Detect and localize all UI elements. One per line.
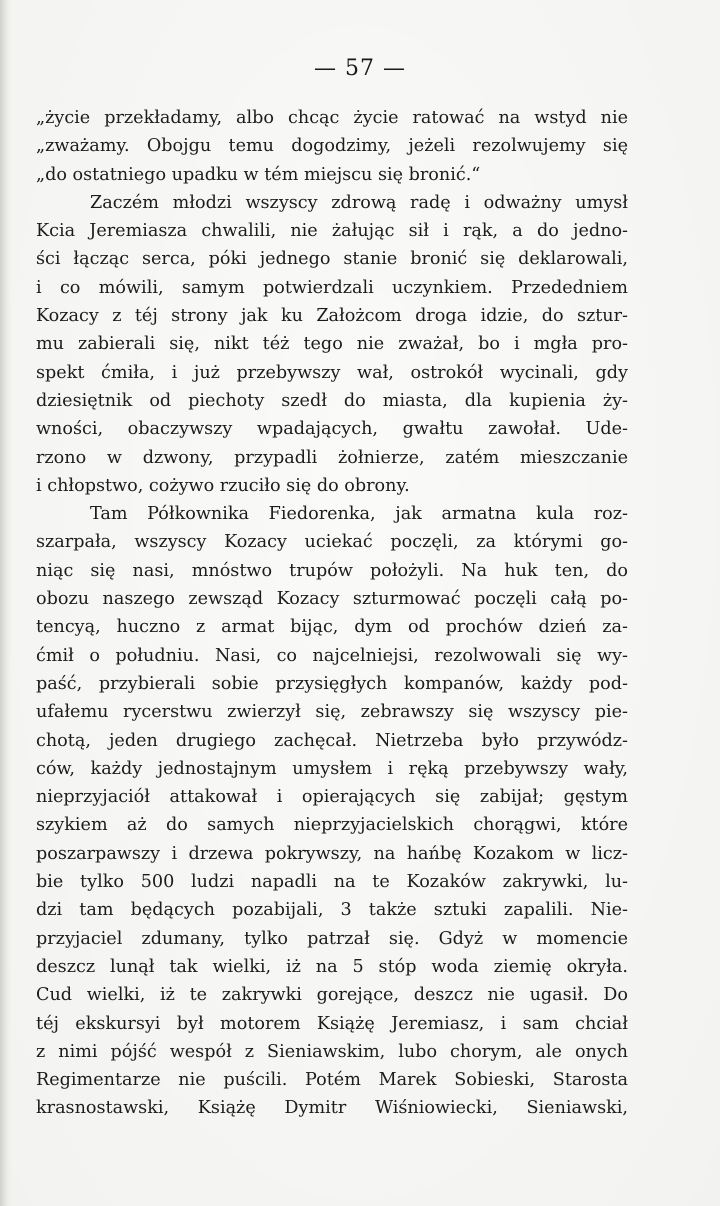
text-line: „do ostatniego upadku w tém miejscu się bronić.“: [36, 164, 481, 185]
text-line: wności, obaczywszy wpadających, gwałtu zawołał. Ude-: [36, 419, 628, 440]
text-line: i co mówili, samym potwierdzali uczynkiem. Przededniem: [36, 277, 628, 298]
text-line: szarpała, wszyscy Kozacy uciekać poczęli, za którymi go-: [36, 532, 628, 553]
text-line: dziesiętnik od piechoty szedł do miasta, dla kupienia ży-: [36, 390, 628, 411]
text-line: Regimentarze nie puścili. Potém Marek Sobieski, Starosta: [36, 1070, 628, 1091]
text-line: téj ekskursyi był motorem Książę Jeremiasz, i sam chciał: [36, 1013, 628, 1034]
text-line: nieprzyjaciół attakował i opierających się zabijał; gęstym: [36, 787, 628, 808]
text-line: dzi tam będących pozabijali, 3 także sztuki zapalili. Nie-: [36, 900, 628, 921]
text-line: tencyą, huczno z armat bijąc, dym od prochów dzień za-: [36, 617, 628, 638]
text-line: Kozacy z téj strony jak ku Założcom droga idzie, do sztur-: [36, 306, 628, 327]
text-line: deszcz lunął tak wielki, iż na 5 stóp woda ziemię okryła.: [36, 956, 628, 977]
text-line: i chłopstwo, cożywo rzuciło się do obrony.: [36, 475, 410, 496]
text-line: „zważamy. Obojgu temu dogodzimy, jeżeli rezolwujemy się: [36, 136, 628, 157]
text-line: Zaczém młodzi wszyscy zdrową radę i odważny umysł: [90, 192, 628, 213]
text-line: poszarpawszy i drzewa pokrywszy, na hańbę Kozakom w licz-: [36, 843, 628, 864]
page-binding-edge: [0, 0, 12, 1206]
text-line: ców, każdy jednostajnym umysłem i ręką przebywszy wały,: [36, 758, 628, 779]
text-line: mu zabierali się, nikt téż tego nie zważał, bo i mgła pro-: [36, 334, 628, 355]
text-line: ćmił o południu. Nasi, co najcelniejsi, rezolwowali się wy-: [36, 645, 628, 666]
text-line: rzono w dzwony, przypadli żołnierze, zatém mieszczanie: [36, 447, 628, 468]
text-line: spekt ćmiła, i już przebywszy wał, ostrokół wycinali, gdy: [36, 362, 628, 383]
text-line: szykiem aż do samych nieprzyjacielskich chorągwi, które: [36, 815, 628, 836]
text-line: Kcia Jeremiasza chwalili, nie żałując sił i rąk, a do jedno-: [36, 221, 628, 242]
text-line: niąc się nasi, mnóstwo trupów położyli. Na huk ten, do: [36, 560, 628, 581]
text-line: z nimi pójść wespół z Sieniawskim, lubo chorym, ale onych: [36, 1041, 628, 1062]
body-text: [36, 104, 628, 1123]
text-line: ufałemu rycerstwu zwierzył się, zebrawszy się wszyscy pie-: [36, 702, 628, 723]
text-line: przyjaciel zdumany, tylko patrzał się. Gdyż w momencie: [36, 928, 628, 949]
text-line: Tam Półkownika Fiedorenka, jak armatna kula roz-: [90, 504, 628, 525]
text-line: bie tylko 500 ludzi napadli na te Kozaków zakrywki, lu-: [36, 872, 628, 893]
text-line: paść, przybierali sobie przysięgłych kompanów, każdy pod-: [36, 673, 628, 694]
text-line: Cud wielki, iż te zakrywki gorejące, deszcz nie ugasił. Do: [36, 985, 628, 1006]
text-line: ści łącząc serca, póki jednego stanie bronić się deklarowali,: [36, 249, 628, 270]
text-line: obozu naszego zewsząd Kozacy szturmować poczęli całą po-: [36, 589, 628, 610]
text-line: chotą, jeden drugiego zachęcał. Nietrzeba było przywódz-: [36, 730, 628, 751]
text-line: „życie przekładamy, albo chcąc życie ratować na wstyd nie: [36, 108, 628, 128]
text-line: krasnostawski, Książę Dymitr Wiśniowiecki, Sieniawski,: [36, 1098, 628, 1119]
page-number: — 57 —: [314, 56, 406, 81]
